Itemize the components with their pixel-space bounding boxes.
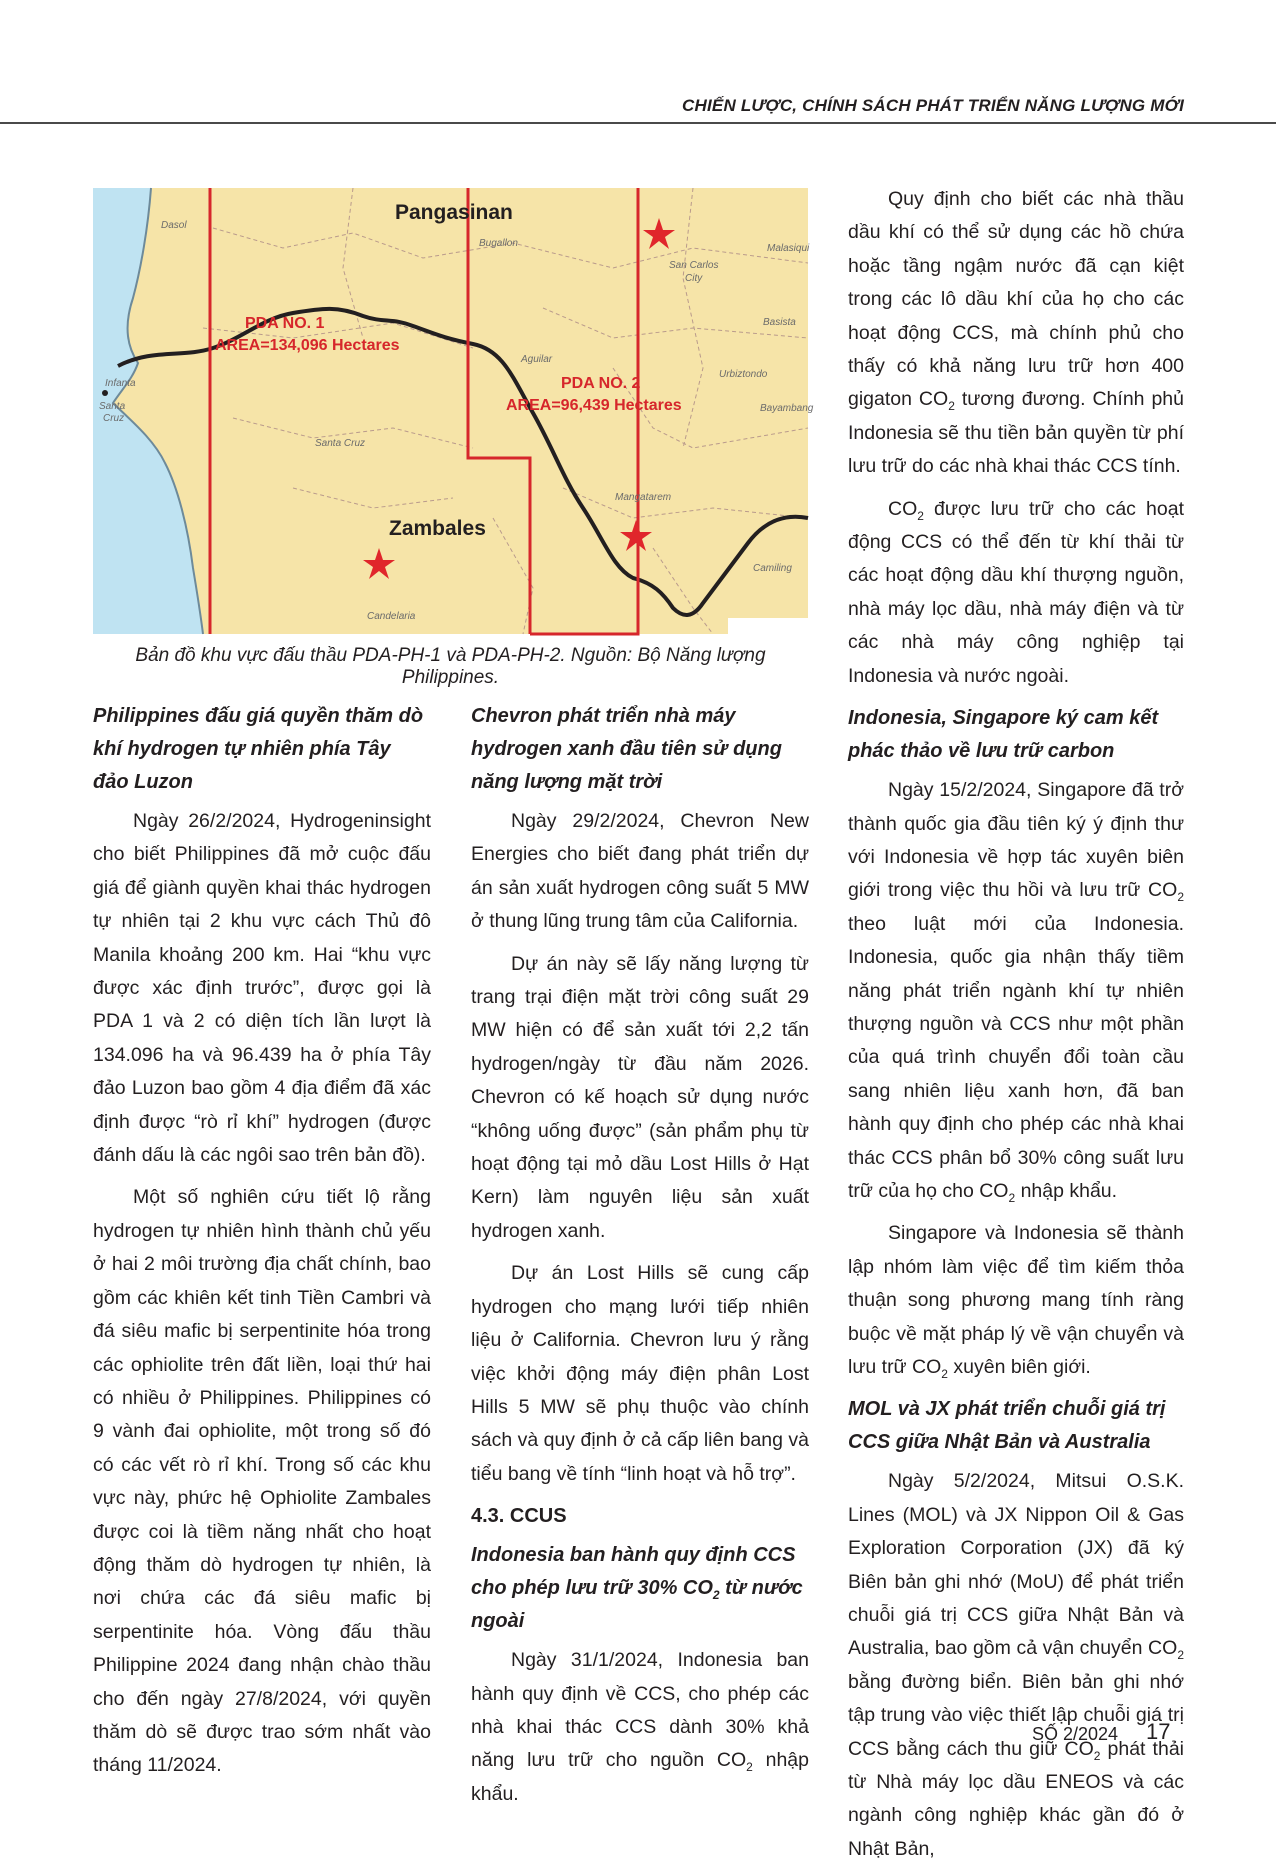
subscript: 2: [941, 1366, 948, 1381]
text-run: phát thải từ Nhà máy lọc dầu ENEOS và các ngành công nghiệp khác gần đó ở Nhật Bản,: [848, 1737, 1184, 1860]
label-malasiqui: Malasiqui: [767, 243, 810, 254]
section-heading-ccus: 4.3. CCUS: [471, 1505, 567, 1528]
label-zambales: Zambales: [389, 517, 486, 540]
text-run: theo luật mới của Indonesia. Indonesia, quốc gia nhận thấy tiềm năng phát triển ngành khí tự nhiên thượng nguồn và CCS như một phần của quá trình chuyển đổi toàn cầu sang nhiên liệu xanh hơn, đã ban hành quy định cho phép các nhà khai thác CCS phân bổ 30% công suất lưu trữ của họ cho CO: [848, 912, 1184, 1202]
label-pda1-area: AREA=134,096 Hectares: [215, 337, 400, 354]
text-run: xuyên biên giới.: [947, 1356, 1091, 1378]
subscript: 2: [712, 1588, 720, 1603]
paragraph: Ngày 29/2/2024, Chevron New Energies cho biết đang phát triển dự án sản xuất hydrogen công suất 5 MW ở thung lũng trung tâm của California.: [471, 810, 809, 933]
heading-chevron-hydrogen: Chevron phát triển nhà máy hydrogen xanh đầu tiên sử dụng năng lượng mặt trời: [471, 705, 782, 793]
label-city: City: [685, 273, 703, 284]
label-dasol: Dasol: [161, 220, 187, 231]
header-rule: [0, 122, 1276, 124]
subscript: 2: [1177, 890, 1184, 905]
label-bayambang: Bayambang: [760, 403, 814, 414]
text-run: tương đương. Chính phủ Indonesia sẽ thu tiền bản quyền từ phí lưu trữ do các nhà khai thác CCS tính.: [848, 388, 1184, 478]
text-run: nhập khẩu.: [471, 1749, 809, 1805]
heading-philippines-hydrogen: Philippines đấu giá quyền thăm dò khí hydrogen tự nhiên phía Tây đảo Luzon: [93, 705, 424, 793]
map-land: [93, 188, 808, 634]
subscript: 2: [948, 399, 955, 414]
text-run: nhập khẩu.: [1015, 1179, 1118, 1202]
subscript: 2: [1008, 1190, 1016, 1205]
label-pangasinan: Pangasinan: [395, 201, 513, 224]
map-figure: [93, 188, 814, 634]
paragraph: [848, 1465, 1184, 1866]
column-3: [848, 183, 1184, 1875]
label-pda1-name: PDA NO. 1: [245, 315, 325, 332]
text-run: Quy định cho biết các nhà thầu dầu khí có thể sử dụng các hồ chứa hoặc tầng ngậm nước đã cạn kiệt trong các lô dầu khí của họ cho các hoạt động CCS, mà chính phủ cho thấy có khả năng lưu trữ hơn 400 gigaton CO: [848, 188, 1184, 411]
paragraph: [471, 1644, 809, 1811]
paragraph: Dự án này sẽ lấy năng lượng từ trang trại điện mặt trời công suất 29 MW hiện có để sản xuất tới 2,2 tấn hydrogen/ngày từ đầu năm 2026. Chevron có kế hoạch sử dụng nước “không uống được” (sản phẩm phụ từ hoạt động tại mỏ dầu Lost Hills ở Hạt Kern) làm nguyên liệu sản xuất hydrogen xanh.: [471, 952, 809, 1242]
paragraph: [848, 1217, 1184, 1384]
subscript: 2: [1177, 1648, 1184, 1663]
label-urbiztondo: Urbiztondo: [719, 369, 768, 380]
paragraph: [848, 774, 1184, 1208]
paragraph: Một số nghiên cứu tiết lộ rằng hydrogen tự nhiên hình thành chủ yếu ở hai 2 môi trường địa chất chính, bao gồm các khiên kết tinh Tiền Cambri và đá siêu mafic bị serpentinite hóa trong các ophiolite trên đất liền, loại thứ hai có nhiều ở Philippines. Philippines có 9 vành đai ophiolite, một trong số đó có các vết rò rỉ khí. Trong số các khu vực này, phức hệ Ophiolite Zambales được coi là tiềm năng nhất cho hoạt động thăm dò hydrogen tự nhiên, là nơi chứa các đá siêu mafic bị serpentinite hóa. Vòng đấu thầu Philippine 2024 đang nhận chào thầu cho đến ngày 27/8/2024, với quyền thăm dò sẽ được trao sớm nhất vào tháng 11/2024.: [93, 1186, 431, 1777]
label-aguilar: Aguilar: [521, 354, 553, 365]
paragraph: [848, 183, 1184, 484]
text-run: Ngày 15/2/2024, Singapore đã trở thành quốc gia đầu tiên ký ý định thư với Indonesia về hợp tác xuyên biên giới trong việc thu hồi và lưu trữ CO: [848, 779, 1184, 902]
text-run: Ngày 5/2/2024, Mitsui O.S.K. Lines (MOL) và JX Nippon Oil & Gas Exploration Corporation (JX) đã ký Biên bản ghi nhớ (MoU) để phát triển chuỗi giá trị CCS giữa Nhật Bản và Australia, bao gồm cả vận chuyển CO: [848, 1470, 1184, 1660]
paragraph: [848, 493, 1184, 693]
map-corner-block: [728, 618, 808, 634]
label-santa: Santa: [99, 401, 126, 412]
text-run: được lưu trữ cho các hoạt động CCS có thể đến từ khí thải từ các hoạt động dầu khí thượng nguồn, nhà máy lọc dầu, nhà máy điện và từ các nhà máy công nghiệp tại Indonesia và nước ngoài.: [848, 497, 1184, 687]
column-1: [93, 700, 431, 1792]
subscript: 2: [746, 1760, 753, 1775]
paragraph: Ngày 26/2/2024, Hydrogeninsight cho biết Philippines đã mở cuộc đấu giá để giành quyền khai thác hydrogen tự nhiên tại 2 khu vực cách Thủ đô Manila khoảng 200 km. Hai “khu vực được xác định trước”, được gọi là PDA 1 và 2 có diện tích lần lượt là 134.096 ha và 96.439 ha ở phía Tây đảo Luzon bao gồm 4 địa điểm đã xác định được “rò rỉ khí” hydrogen (được đánh dấu là các ngôi sao trên bản đồ).: [93, 810, 431, 1167]
text-run: từ nước ngoài: [471, 1577, 803, 1633]
subscript: 2: [1093, 1748, 1101, 1763]
text-run: Singapore và Indonesia sẽ thành lập nhóm làm việc để tìm kiếm thỏa thuận song phương mang tính ràng buộc về mặt pháp lý về vận chuyển và lưu trữ CO: [848, 1222, 1184, 1378]
issue-number: SỐ 2/2024: [1032, 1724, 1119, 1744]
map-point-marker: [102, 390, 108, 396]
label-infanta: Infanta: [105, 378, 136, 389]
heading-indonesia-ccs: [471, 1539, 809, 1638]
label-pda2-area: AREA=96,439 Hectares: [506, 397, 682, 414]
paragraph: Dự án Lost Hills sẽ cung cấp hydrogen cho mạng lưới tiếp nhiên liệu ở California. Chevron lưu ý rằng việc khởi động máy điện phân Lost Hills 5 MW sẽ phụ thuộc vào chính sách và quy định ở cả cấp liên bang và tiểu bang về tính “linh hoạt và hỗ trợ”.: [471, 1262, 810, 1485]
text-run: CO: [888, 497, 918, 520]
label-bugallon: Bugallon: [479, 238, 518, 249]
label-cruz: Cruz: [103, 413, 125, 424]
header-title: CHIẾN LƯỢC, CHÍNH SÁCH PHÁT TRIỂN NĂNG LƯỢNG MỚI: [682, 96, 1184, 115]
page-number: 17: [1146, 1719, 1171, 1744]
label-mangatarem: Mangatarem: [615, 492, 672, 503]
label-candelaria: Candelaria: [367, 611, 416, 622]
text-run: Ngày 31/1/2024, Indonesia ban hành quy định về CCS, cho phép các nhà khai thác CCS dành 30% khả năng lưu trữ cho nguồn CO: [471, 1649, 809, 1772]
text-run: Indonesia ban hành quy định CCS cho phép lưu trữ 30% CO: [471, 1544, 796, 1600]
heading-indonesia-singapore: Indonesia, Singapore ký cam kết phác thảo về lưu trữ carbon: [848, 707, 1159, 763]
label-pda2-name: PDA NO. 2: [561, 375, 641, 392]
label-basista: Basista: [763, 317, 796, 328]
label-san-carlos: San Carlos: [669, 260, 719, 271]
label-camiling: Camiling: [753, 563, 792, 574]
text-run: bằng đường biển. Biên bản ghi nhớ tập trung vào việc thiết lập chuỗi giá trị CCS bằng cách thu giữ CO: [848, 1670, 1184, 1760]
label-santa-cruz: Santa Cruz: [315, 438, 366, 449]
heading-mol-jx: MOL và JX phát triển chuỗi giá trị CCS giữa Nhật Bản và Australia: [848, 1398, 1166, 1454]
subscript: 2: [917, 508, 924, 523]
map-caption: Bản đồ khu vực đấu thầu PDA-PH-1 và PDA-PH-2. Nguồn: Bộ Năng lượng Philippines.: [135, 645, 766, 688]
column-2: [471, 700, 809, 1820]
